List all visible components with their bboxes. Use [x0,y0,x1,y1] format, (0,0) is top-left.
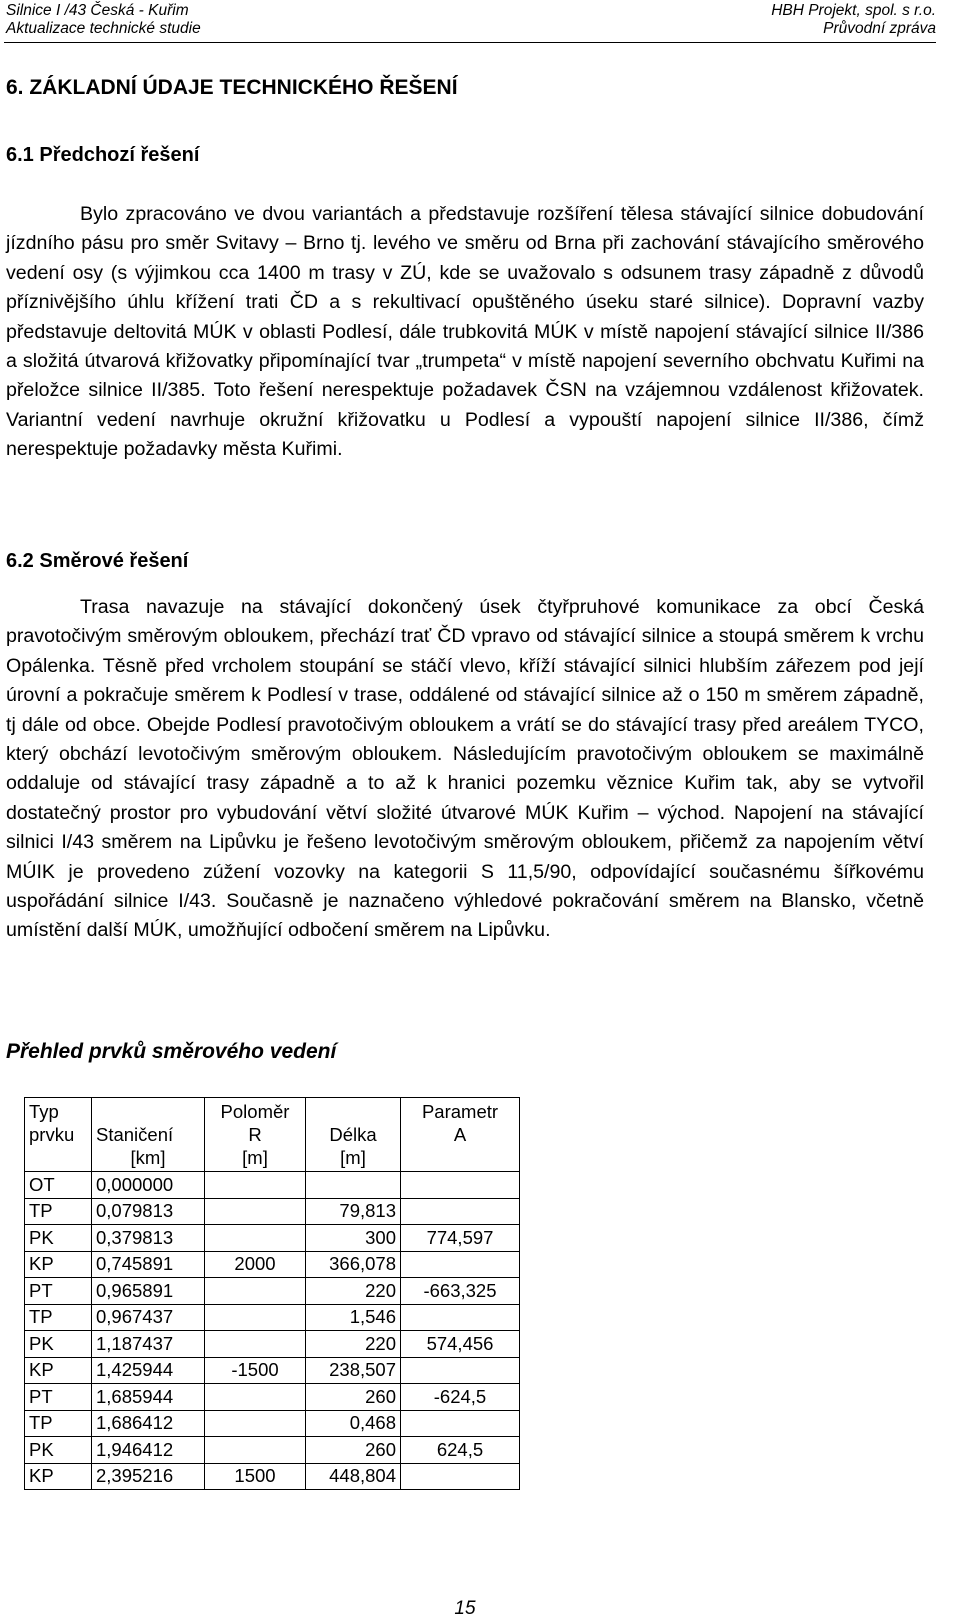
table-row [25,1384,520,1411]
cell-radius [205,1198,306,1225]
cell-chainage: 0,965891 [92,1278,205,1305]
cell-parameter [401,1463,520,1490]
table-header-row [25,1098,520,1172]
header-doc-type: Průvodní zpráva [823,20,936,37]
cell-chainage: 1,686412 [92,1410,205,1437]
cell-radius [205,1172,306,1199]
header-right [771,2,936,38]
cell-chainage: 0,000000 [92,1172,205,1199]
table-body [25,1172,520,1490]
cell-radius [205,1331,306,1358]
cell-chainage: 1,946412 [92,1437,205,1464]
cell-parameter: 774,597 [401,1225,520,1252]
cell-type: PK [25,1225,92,1252]
cell-chainage: 1,425944 [92,1357,205,1384]
cell-chainage: 0,967437 [92,1304,205,1331]
cell-length: 300 [306,1225,401,1252]
header-radius: Poloměr R [m] [205,1098,306,1172]
cell-length: 220 [306,1278,401,1305]
cell-type: TP [25,1304,92,1331]
table-row [25,1410,520,1437]
cell-radius [205,1437,306,1464]
cell-type: TP [25,1410,92,1437]
section-2-title: 6.2 Směrové řešení [6,550,189,572]
cell-type: PK [25,1331,92,1358]
cell-chainage: 2,395216 [92,1463,205,1490]
cell-radius: 1500 [205,1463,306,1490]
table-row [25,1463,520,1490]
alignment-elements-table [24,1097,520,1490]
header-study: Aktualizace technické studie [6,20,201,37]
table-row [25,1251,520,1278]
table-title: Přehled prvků směrového vedení [6,1040,337,1063]
cell-parameter: -663,325 [401,1278,520,1305]
table-row [25,1357,520,1384]
header-length: Délka [m] [306,1098,401,1172]
cell-type: TP [25,1198,92,1225]
header-company: HBH Projekt, spol. s r.o. [771,2,936,19]
cell-parameter: 574,456 [401,1331,520,1358]
table-row [25,1437,520,1464]
header-chainage: Staničení [km] [92,1098,205,1172]
cell-type: KP [25,1251,92,1278]
table-row [25,1198,520,1225]
cell-length: 260 [306,1384,401,1411]
cell-parameter [401,1251,520,1278]
cell-type: PT [25,1278,92,1305]
header-project: Silnice I /43 Česká - Kuřim [6,2,189,19]
cell-parameter: -624,5 [401,1384,520,1411]
cell-length: 238,507 [306,1357,401,1384]
table-row [25,1172,520,1199]
header-type: Typ prvku [25,1098,92,1172]
cell-type: OT [25,1172,92,1199]
cell-length: 220 [306,1331,401,1358]
cell-chainage: 0,379813 [92,1225,205,1252]
cell-type: KP [25,1357,92,1384]
cell-type: KP [25,1463,92,1490]
page-number: 15 [454,1598,476,1619]
section-1-paragraph: Bylo zpracováno ve dvou variantách a představuje rozšíření tělesa stávající silnice dobudování jízdního pásu pro směr Svitavy – Brno tj. levého ve směru od Brna při zachování stávajícího směrového vedení osy (s výjimkou cca 1400 m trasy v ZÚ, kde se uvažovalo s odsunem trasy západně z důvodů příznivějšího úhlu křížení trati ČD a s rekultivací opuštěného úseku staré silnice). Dopravní vazby představuje deltovitá MÚK v oblasti Podlesí, dále trubkovitá MÚK v místě napojení stávající silnice II/386 a složitá útvarová křižovatky připomínající tvar „trumpeta“ v místě napojení severního obchvatu Kuřimi na přeložce silnice II/385. Toto řešení nerespektuje požadavek ČSN na vzájemnou vzdálenost křižovatek. Variantní vedení navrhuje okružní křižovatku u Podlesí a vypouští napojení silnice II/386, čímž nerespektuje požadavky města Kuřimi. [6,203,924,461]
section-2-paragraph: Trasa navazuje na stávající dokončený úsek čtyřpruhové komunikace za obcí Česká pravotočivým směrovým obloukem, přechází trať ČD vpravo od stávající silnice a stoupá směrem k vrchu Opálenka. Těsně před vrcholem stoupání se stáčí vlevo, kříží stávající silnici hlubším zářezem pod její úrovní a pokračuje směrem k Podlesí v trase, oddálené od stávající silnice až o 150 m směrem západně, tj dále od obce. Obejde Podlesí pravotočivým obloukem a vrátí se do stávající trasy před areálem TYCO, který obchází levotočivým směrovým obloukem. Následujícím pravotočivým obloukem se maximálně oddaluje od stávající trasy západně a to až k hranici pozemku věznice Kuřim tak, aby se vytvořil dostatečný prostor pro vybudování větví složité útvarové MÚK Kuřim – východ. Napojení na stávající silnici I/43 směrem na Lipůvku je řešeno levotočivým směrovým obloukem, přičemž za napojením větví MÚIK je provedeno zúžení vozovky na kategorii S 11,5/90, odpovídající současnému šířkovému uspořádání silnice I/43. Současně je naznačeno výhledové pokračování směrem na Blansko, včetně umístění další MÚK, umožňující odbočení směrem na Lipůvku. [6,596,924,942]
cell-chainage: 0,079813 [92,1198,205,1225]
cell-radius [205,1225,306,1252]
chapter-title: 6. ZÁKLADNÍ ÚDAJE TECHNICKÉHO ŘEŠENÍ [6,76,458,99]
cell-radius [205,1278,306,1305]
cell-parameter [401,1304,520,1331]
cell-parameter [401,1410,520,1437]
cell-radius [205,1384,306,1411]
cell-radius: 2000 [205,1251,306,1278]
cell-parameter [401,1357,520,1384]
cell-length: 260 [306,1437,401,1464]
header-parameter: Parametr A [401,1098,520,1172]
cell-type: PK [25,1437,92,1464]
cell-radius [205,1304,306,1331]
cell-length: 1,546 [306,1304,401,1331]
cell-parameter [401,1198,520,1225]
cell-length: 366,078 [306,1251,401,1278]
table-row [25,1304,520,1331]
header-divider [4,42,936,43]
cell-chainage: 1,187437 [92,1331,205,1358]
cell-length: 79,813 [306,1198,401,1225]
table-row [25,1225,520,1252]
cell-length [306,1172,401,1199]
cell-type: PT [25,1384,92,1411]
section-1-title: 6.1 Předchozí řešení [6,144,200,166]
cell-length: 0,468 [306,1410,401,1437]
table-row [25,1331,520,1358]
table-row [25,1278,520,1305]
cell-radius [205,1410,306,1437]
cell-radius: -1500 [205,1357,306,1384]
cell-parameter [401,1172,520,1199]
header-left [6,2,201,38]
cell-chainage: 1,685944 [92,1384,205,1411]
cell-length: 448,804 [306,1463,401,1490]
cell-chainage: 0,745891 [92,1251,205,1278]
cell-parameter: 624,5 [401,1437,520,1464]
